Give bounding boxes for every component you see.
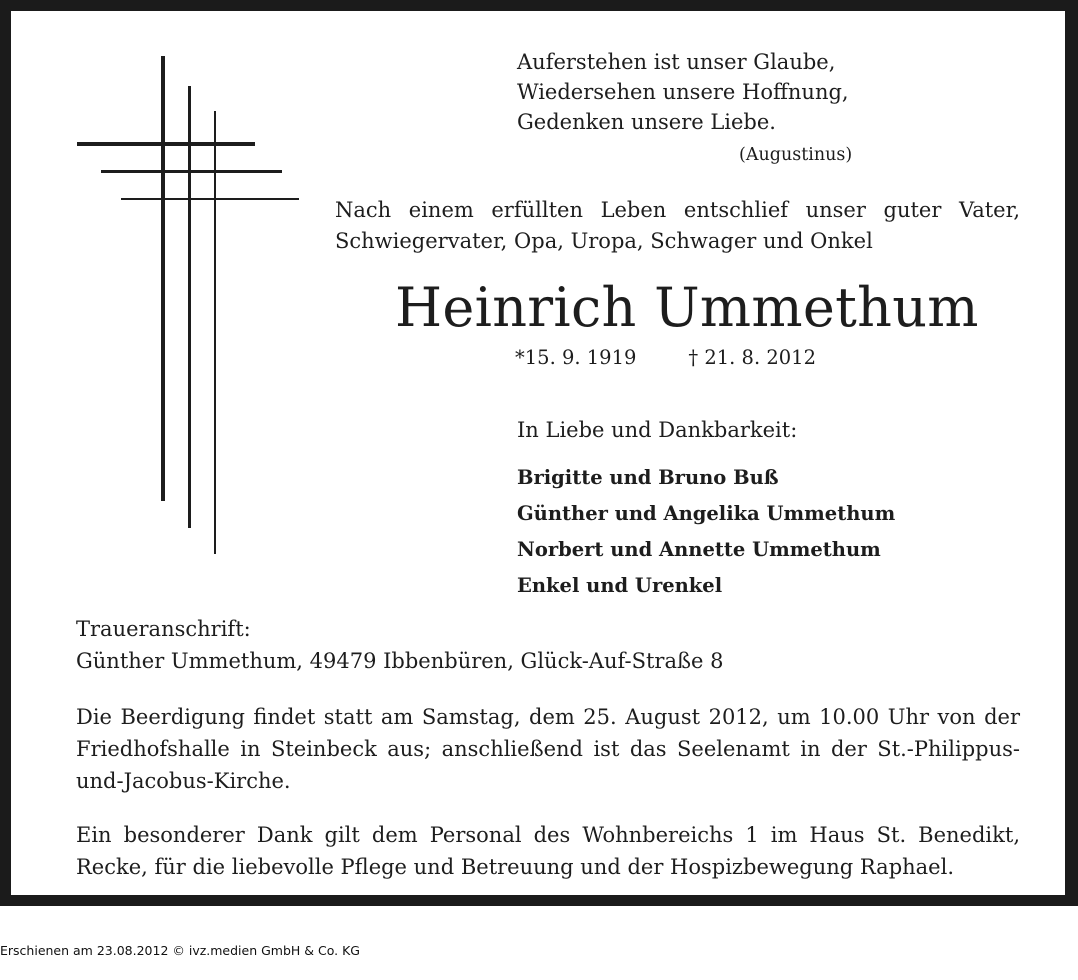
quote xyxy=(517,47,849,137)
family-member: Brigitte und Bruno Buß xyxy=(517,466,779,489)
gratitude-text: Ein besonderer Dank gilt dem Personal des Wohnbereichs 1 im Haus St. Benedikt, Recke, für die liebevolle Pflege und Betreuung und der Hospizbewegung Raphael. xyxy=(76,823,1020,879)
quote-source: (Augustinus) xyxy=(739,145,853,165)
address-text: Günther Ummethum, 49479 Ibbenbüren, Glück-Auf-Straße 8 xyxy=(76,649,724,673)
family-member: Norbert und Annette Ummethum xyxy=(517,538,881,561)
birth-date: *15. 9. 1919 xyxy=(515,346,637,369)
cross-icon xyxy=(71,51,311,561)
deceased-name: Heinrich Ummethum xyxy=(395,276,979,339)
life-dates xyxy=(515,344,816,372)
mourning-address xyxy=(76,613,723,677)
family-list xyxy=(517,460,895,604)
publication-footer: Erschienen am 23.08.2012 © ivz.medien GmbH & Co. KG xyxy=(0,943,360,958)
family-member: Günther und Angelika Ummethum xyxy=(517,502,896,525)
address-label: Traueranschrift: xyxy=(76,617,251,641)
quote-line: Auferstehen ist unser Glaube, xyxy=(517,50,836,74)
death-date: † 21. 8. 2012 xyxy=(688,346,816,369)
intro-text: Nach einem erfüllten Leben entschlief unser guter Vater, Schwiegervater, Opa, Uropa, Schwager und Onkel xyxy=(335,198,1020,253)
quote-line: Gedenken unsere Liebe. xyxy=(517,110,776,134)
funeral-details: Die Beerdigung findet statt am Samstag, dem 25. August 2012, um 10.00 Uhr von der Friedhofshalle in Steinbeck aus; anschließend ist das Seelenamt in der St.-Philippus-und-Jacobus-Kirche. xyxy=(76,705,1020,793)
quote-line: Wiedersehen unsere Hoffnung, xyxy=(517,80,849,104)
family-member: Enkel und Urenkel xyxy=(517,574,723,597)
thanks-line: In Liebe und Dankbarkeit: xyxy=(517,418,798,442)
